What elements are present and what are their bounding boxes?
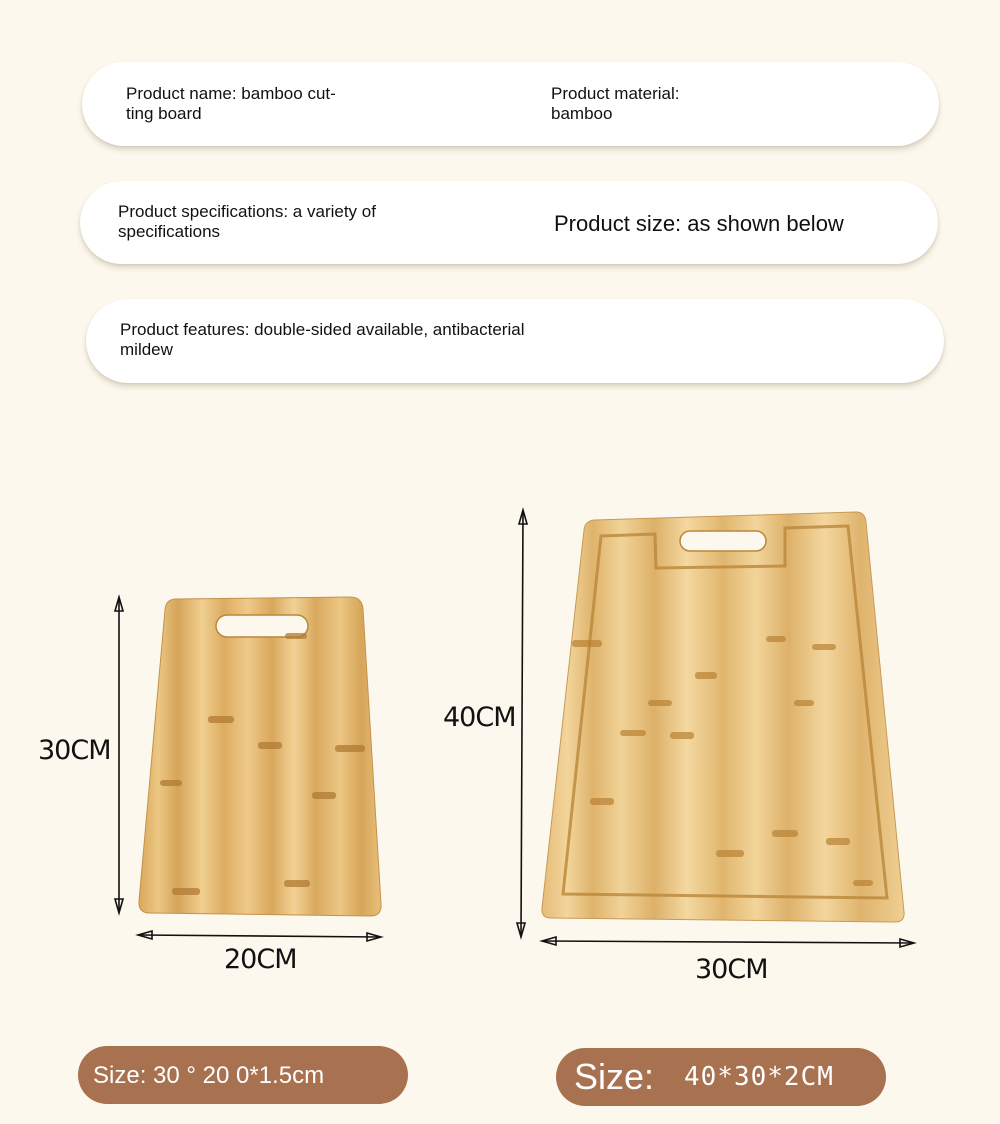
small-board-height-label: 30CM: [38, 735, 111, 766]
small-cutting-board: [139, 597, 381, 916]
small-board-size-badge: [78, 1046, 408, 1104]
small-board-height-arrow: [115, 597, 123, 913]
large-board-height-label: 40CM: [443, 702, 516, 733]
product-size-text: Product size: as shown below: [554, 211, 844, 236]
large-board-size-badge: [556, 1048, 886, 1106]
product-features-text: Product features: double-sided available, antibacterial mildew: [120, 320, 525, 359]
large-board-height-arrow: [517, 510, 527, 937]
large-board-size-prefix: Size:: [574, 1056, 655, 1097]
product-material-text: Product material: bamboo: [551, 84, 680, 123]
small-board-size-text: Size: 30 ° 20 0*1.5cm: [93, 1062, 325, 1089]
large-cutting-board: [542, 512, 904, 922]
small-board-width-arrow: [138, 931, 381, 941]
product-specifications-text: Product specifications: a variety of specifications: [118, 202, 376, 241]
large-board-width-label: 30CM: [695, 954, 768, 985]
product-name-text: Product name: bamboo cut- ting board: [126, 84, 336, 123]
large-board-handle-hole: [680, 531, 766, 551]
small-board-width-label: 20CM: [224, 944, 297, 975]
large-board-size-value: 40*30*2CM: [684, 1062, 834, 1092]
large-board-width-arrow: [542, 937, 914, 947]
